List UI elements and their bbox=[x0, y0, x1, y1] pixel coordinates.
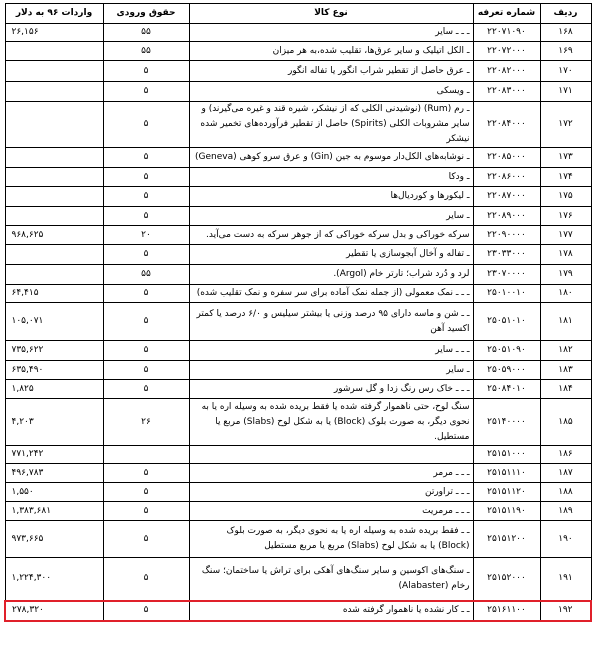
cell-tariff-code: ۲۲۰۸۳۰۰۰ bbox=[473, 82, 540, 102]
table-row-highlighted bbox=[5, 601, 591, 621]
cell-goods-type: سنگ لوح، حتی ناهموار گرفته شده یا فقط بریده شده به وسیله اره یا به نحوی دیگر، به صورت بلوک (Block) یا به شکل لوح (Slabs) مربع یا مستطیل. bbox=[189, 399, 473, 446]
table-row bbox=[5, 502, 591, 521]
header-row bbox=[5, 4, 591, 24]
cell-row-number: ۱۸۴ bbox=[540, 380, 591, 399]
cell-tariff-code: ۲۲۰۸۴۰۰۰ bbox=[473, 102, 540, 148]
cell-tariff-code: ۲۵۱۵۱۱۱۰ bbox=[473, 464, 540, 483]
cell-goods-type: ـ رم (Rum) (نوشیدنی الکلی که از نیشکر، شیره قند و غیره می‌گیرند) و سایر مشروبات الکلی (Spirits) حاصل از تقطیر فرآورده‌های تخمیر شده نیشکر bbox=[189, 102, 473, 148]
cell-row-number: ۱۸۹ bbox=[540, 502, 591, 521]
cell-import-duty: ۵۵ bbox=[103, 265, 189, 285]
header-goods-type: نوع کالا bbox=[189, 4, 473, 24]
cell-goods-type: ـ ـ شن و ماسه دارای ۹۵ درصد وزنی یا بیشتر سیلیس و ۶/۰ درصد یا کمتر اکسید آهن bbox=[189, 303, 473, 341]
cell-imports-1396 bbox=[5, 207, 103, 226]
cell-goods-type: ـ عرق حاصل از تقطیر شراب انگور یا تفاله انگور bbox=[189, 61, 473, 82]
table-row bbox=[5, 521, 591, 558]
table-header bbox=[5, 4, 591, 24]
cell-imports-1396 bbox=[5, 187, 103, 207]
cell-imports-1396: ۱,۸۲۵ bbox=[5, 380, 103, 399]
cell-row-number: ۱۸۱ bbox=[540, 303, 591, 341]
cell-tariff-code: ۲۲۰۸۹۰۰۰ bbox=[473, 207, 540, 226]
cell-row-number: ۱۹۱ bbox=[540, 558, 591, 601]
cell-tariff-code: ۲۵۰۵۹۰۰۰ bbox=[473, 361, 540, 380]
cell-import-duty: ۵ bbox=[103, 148, 189, 168]
cell-row-number: ۱۷۹ bbox=[540, 265, 591, 285]
table-row bbox=[5, 207, 591, 226]
header-row-number: ردیف bbox=[540, 4, 591, 24]
cell-row-number: ۱۸۶ bbox=[540, 446, 591, 464]
cell-goods-type: ـ ـ ـ مرمریت bbox=[189, 502, 473, 521]
cell-goods-type: ـ ـ ـ خاک رس رنگ زدا و گل سرشور bbox=[189, 380, 473, 399]
cell-row-number: ۱۷۱ bbox=[540, 82, 591, 102]
cell-tariff-code: ۲۵۱۵۱۰۰۰ bbox=[473, 446, 540, 464]
cell-import-duty: ۵۵ bbox=[103, 42, 189, 61]
cell-import-duty: ۵ bbox=[103, 601, 189, 621]
cell-imports-1396 bbox=[5, 102, 103, 148]
cell-tariff-code: ۲۵۱۵۲۰۰۰ bbox=[473, 558, 540, 601]
cell-goods-type: ـ سایر bbox=[189, 207, 473, 226]
cell-goods-type: ـ ودکا bbox=[189, 168, 473, 187]
cell-tariff-code: ۲۲۰۸۵۰۰۰ bbox=[473, 148, 540, 168]
header-import-duty: حقوق ورودی bbox=[103, 4, 189, 24]
cell-import-duty: ۵ bbox=[103, 245, 189, 265]
cell-import-duty: ۵ bbox=[103, 558, 189, 601]
cell-imports-1396 bbox=[5, 61, 103, 82]
cell-imports-1396 bbox=[5, 148, 103, 168]
cell-import-duty: ۵ bbox=[103, 483, 189, 502]
table-row bbox=[5, 558, 591, 601]
cell-goods-type: ـ ویسکی bbox=[189, 82, 473, 102]
cell-imports-1396: ۴,۲۰۳ bbox=[5, 399, 103, 446]
cell-goods-type: لرد و دُرد شراب؛ تارتر خام (Argol). bbox=[189, 265, 473, 285]
cell-tariff-code: ۲۵۱۵۱۱۹۰ bbox=[473, 502, 540, 521]
cell-row-number: ۱۷۳ bbox=[540, 148, 591, 168]
cell-import-duty: ۵ bbox=[103, 380, 189, 399]
cell-goods-type: ـ تفاله و آخال آبجوسازی یا تقطیر bbox=[189, 245, 473, 265]
cell-row-number: ۱۹۲ bbox=[540, 601, 591, 621]
cell-import-duty: ۵ bbox=[103, 361, 189, 380]
cell-tariff-code: ۲۲۰۸۶۰۰۰ bbox=[473, 168, 540, 187]
cell-imports-1396: ۴۹۶,۷۸۳ bbox=[5, 464, 103, 483]
cell-goods-type: ـ ـ ـ تراورتن bbox=[189, 483, 473, 502]
cell-imports-1396: ۷۳۵,۶۲۲ bbox=[5, 341, 103, 361]
cell-imports-1396: ۱۰۵,۰۷۱ bbox=[5, 303, 103, 341]
cell-row-number: ۱۶۸ bbox=[540, 24, 591, 42]
table-row bbox=[5, 464, 591, 483]
table-row bbox=[5, 483, 591, 502]
cell-imports-1396: ۱,۳۸۳,۶۸۱ bbox=[5, 502, 103, 521]
table-row bbox=[5, 361, 591, 380]
table-row bbox=[5, 226, 591, 245]
cell-tariff-code: ۲۵۱۶۱۱۰۰ bbox=[473, 601, 540, 621]
table-row bbox=[5, 168, 591, 187]
cell-imports-1396: ۹۷۳,۶۶۵ bbox=[5, 521, 103, 558]
cell-tariff-code: ۲۳۰۳۳۰۰۰ bbox=[473, 245, 540, 265]
cell-import-duty: ۲۶ bbox=[103, 399, 189, 446]
tariff-table bbox=[4, 3, 592, 622]
table-row bbox=[5, 341, 591, 361]
table-row bbox=[5, 265, 591, 285]
cell-import-duty: ۵۵ bbox=[103, 24, 189, 42]
cell-tariff-code: ۲۳۰۷۰۰۰۰ bbox=[473, 265, 540, 285]
cell-goods-type bbox=[189, 446, 473, 464]
cell-import-duty: ۲۰ bbox=[103, 226, 189, 245]
cell-import-duty: ۵ bbox=[103, 285, 189, 303]
cell-import-duty: ۵ bbox=[103, 303, 189, 341]
table-body bbox=[5, 24, 591, 621]
header-tariff-code: شماره تعرفه bbox=[473, 4, 540, 24]
cell-row-number: ۱۷۵ bbox=[540, 187, 591, 207]
cell-import-duty: ۵ bbox=[103, 168, 189, 187]
cell-row-number: ۱۸۸ bbox=[540, 483, 591, 502]
cell-row-number: ۱۸۳ bbox=[540, 361, 591, 380]
cell-row-number: ۱۷۶ bbox=[540, 207, 591, 226]
cell-goods-type: ـ سنگ‌های اکوسین و سایر سنگ‌های آهکی برای تراش یا ساختمان؛ سنگ رخام (Alabaster) bbox=[189, 558, 473, 601]
cell-row-number: ۱۸۰ bbox=[540, 285, 591, 303]
table-row bbox=[5, 380, 591, 399]
table-row bbox=[5, 24, 591, 42]
cell-row-number: ۱۷۰ bbox=[540, 61, 591, 82]
cell-row-number: ۱۷۸ bbox=[540, 245, 591, 265]
cell-imports-1396 bbox=[5, 245, 103, 265]
cell-row-number: ۱۷۲ bbox=[540, 102, 591, 148]
table-row bbox=[5, 42, 591, 61]
cell-goods-type: ـ ـ ـ سایر bbox=[189, 341, 473, 361]
cell-import-duty: ۵ bbox=[103, 502, 189, 521]
cell-tariff-code: ۲۲۰۷۱۰۹۰ bbox=[473, 24, 540, 42]
cell-imports-1396: ۶۴,۴۱۵ bbox=[5, 285, 103, 303]
cell-goods-type: ـ نوشابه‌های الکل‌دار موسوم به جین (Gin) و عرق سرو کوهی (Geneva) bbox=[189, 148, 473, 168]
cell-imports-1396 bbox=[5, 82, 103, 102]
header-imports-1396: واردات ۹۶ به دلار bbox=[5, 4, 103, 24]
table-row bbox=[5, 102, 591, 148]
cell-import-duty: ۵ bbox=[103, 82, 189, 102]
cell-imports-1396 bbox=[5, 42, 103, 61]
cell-tariff-code: ۲۵۱۵۱۱۲۰ bbox=[473, 483, 540, 502]
cell-tariff-code: ۲۲۰۸۲۰۰۰ bbox=[473, 61, 540, 82]
cell-import-duty: ۵ bbox=[103, 102, 189, 148]
cell-import-duty: ۵ bbox=[103, 187, 189, 207]
cell-row-number: ۱۷۷ bbox=[540, 226, 591, 245]
cell-row-number: ۱۹۰ bbox=[540, 521, 591, 558]
cell-goods-type: ـ الکل اتیلیک و سایر عرق‌ها، تقلیب شده،به هر میزان bbox=[189, 42, 473, 61]
cell-tariff-code: ۲۲۰۸۷۰۰۰ bbox=[473, 187, 540, 207]
cell-tariff-code: ۲۵۱۵۱۲۰۰ bbox=[473, 521, 540, 558]
cell-goods-type: ـ ـ ـ سایر bbox=[189, 24, 473, 42]
cell-imports-1396: ۱,۲۲۴,۳۰۰ bbox=[5, 558, 103, 601]
cell-imports-1396: ۷۷۱,۲۴۲ bbox=[5, 446, 103, 464]
cell-goods-type: ـ ـ ـ مرمر bbox=[189, 464, 473, 483]
cell-tariff-code: ۲۵۱۴۰۰۰۰ bbox=[473, 399, 540, 446]
cell-import-duty: ۵ bbox=[103, 464, 189, 483]
cell-imports-1396: ۹۶۸,۶۲۵ bbox=[5, 226, 103, 245]
table-row bbox=[5, 285, 591, 303]
cell-imports-1396: ۲۷۸,۳۲۰ bbox=[5, 601, 103, 621]
cell-import-duty: ۵ bbox=[103, 207, 189, 226]
cell-import-duty: ۵ bbox=[103, 521, 189, 558]
cell-imports-1396: ۲۶,۱۵۶ bbox=[5, 24, 103, 42]
table-row bbox=[5, 148, 591, 168]
cell-imports-1396 bbox=[5, 168, 103, 187]
cell-tariff-code: ۲۲۰۹۰۰۰۰ bbox=[473, 226, 540, 245]
table-row bbox=[5, 61, 591, 82]
cell-tariff-code: ۲۵۰۵۱۰۹۰ bbox=[473, 341, 540, 361]
table-row bbox=[5, 446, 591, 464]
cell-imports-1396: ۶۳۵,۴۹۰ bbox=[5, 361, 103, 380]
cell-goods-type: ـ ـ ـ نمک معمولی (از جمله نمک آماده برای سر سفره و نمک تقلیب شده) bbox=[189, 285, 473, 303]
cell-imports-1396 bbox=[5, 265, 103, 285]
cell-tariff-code: ۲۵۰۵۱۰۱۰ bbox=[473, 303, 540, 341]
table-row bbox=[5, 245, 591, 265]
table-row bbox=[5, 187, 591, 207]
cell-row-number: ۱۸۲ bbox=[540, 341, 591, 361]
cell-imports-1396: ۱,۵۵۰ bbox=[5, 483, 103, 502]
table-row bbox=[5, 82, 591, 102]
cell-goods-type: ـ سایر bbox=[189, 361, 473, 380]
table-row bbox=[5, 399, 591, 446]
cell-row-number: ۱۸۷ bbox=[540, 464, 591, 483]
cell-tariff-code: ۲۲۰۷۲۰۰۰ bbox=[473, 42, 540, 61]
cell-import-duty: ۵ bbox=[103, 341, 189, 361]
cell-tariff-code: ۲۵۰۱۰۰۱۰ bbox=[473, 285, 540, 303]
cell-import-duty: ۵ bbox=[103, 61, 189, 82]
cell-row-number: ۱۶۹ bbox=[540, 42, 591, 61]
cell-goods-type: سرکه خوراکی و بدل سرکه خوراکی که از جوهر سرکه به دست می‌آید. bbox=[189, 226, 473, 245]
cell-import-duty bbox=[103, 446, 189, 464]
table-row bbox=[5, 303, 591, 341]
cell-row-number: ۱۷۴ bbox=[540, 168, 591, 187]
cell-goods-type: ـ ـ فقط بریده شده به وسیله اره یا به نحوی دیگر، به صورت بلوک (Block) یا به شکل لوح (Slabs) مربع یا مربع مستطیل bbox=[189, 521, 473, 558]
cell-goods-type: ـ ـ کار نشده یا ناهموار گرفته شده bbox=[189, 601, 473, 621]
cell-row-number: ۱۸۵ bbox=[540, 399, 591, 446]
cell-tariff-code: ۲۵۰۸۴۰۱۰ bbox=[473, 380, 540, 399]
cell-goods-type: ـ لیکورها و کوردیال‌ها bbox=[189, 187, 473, 207]
